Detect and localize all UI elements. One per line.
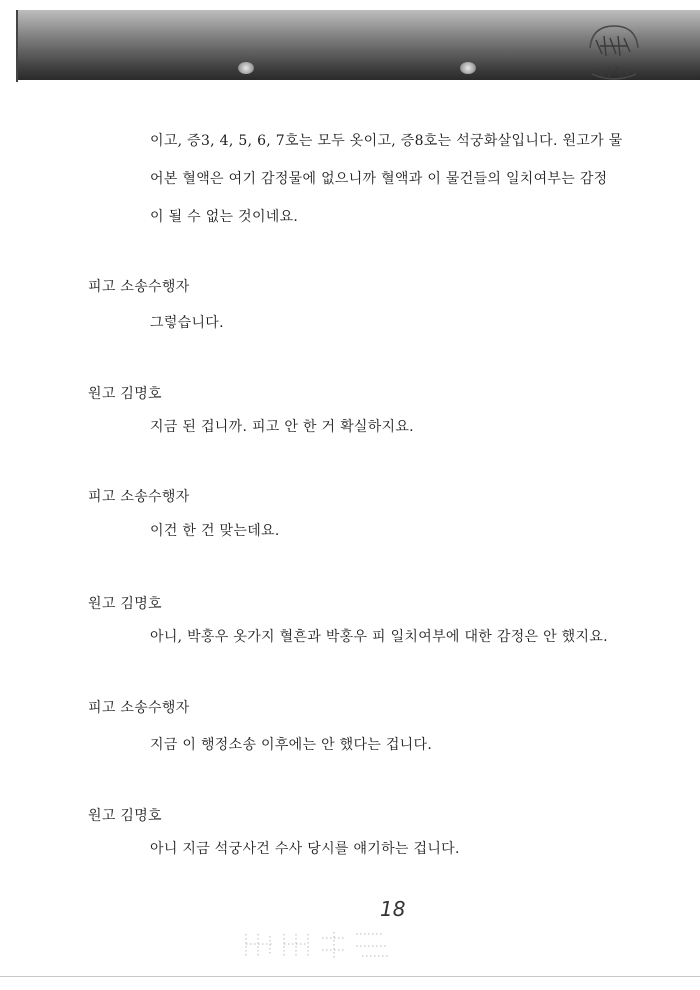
speech-text: 지금 이 행정소송 이후에는 안 했다는 겁니다.: [150, 737, 433, 753]
speech-text: 이건 한 건 맞는데요.: [150, 523, 280, 539]
seal-stamp-icon: [582, 18, 644, 88]
speech-text: 그렇습니다.: [150, 315, 224, 331]
punch-hole-icon: [460, 62, 476, 74]
page-number: 18: [380, 897, 406, 921]
continuation-line: 이고, 증3, 4, 5, 6, 7호는 모두 옷이고, 증8호는 석궁화살입니다. 원고가 물: [150, 133, 623, 149]
speech-text: 지금 된 겁니까. 피고 안 한 거 확실하지요.: [150, 419, 414, 435]
punch-hole-icon: [238, 62, 254, 74]
speech-text: 아니, 박홍우 옷가지 혈흔과 박홍우 피 일치여부에 대한 감정은 안 했지요.: [150, 629, 608, 645]
speaker-label: 피고 소송수행자: [88, 489, 190, 505]
faint-dotted-mark: [238, 928, 398, 964]
speaker-label: 피고 소송수행자: [88, 279, 190, 295]
continuation-line: 이 될 수 없는 것이네요.: [150, 209, 299, 225]
speech-text: 아니 지금 석궁사건 수사 당시를 얘기하는 겁니다.: [150, 841, 460, 857]
speaker-label: 원고 김명호: [88, 596, 162, 612]
speaker-label: 원고 김명호: [88, 386, 162, 402]
continuation-line: 어본 혈액은 여기 감정물에 없으니까 혈액과 이 물건들의 일치여부는 감정: [150, 171, 608, 187]
page-bottom-edge: [0, 976, 700, 977]
speaker-label: 피고 소송수행자: [88, 700, 190, 716]
speaker-label: 원고 김명호: [88, 808, 162, 824]
scan-edge: [16, 10, 18, 82]
